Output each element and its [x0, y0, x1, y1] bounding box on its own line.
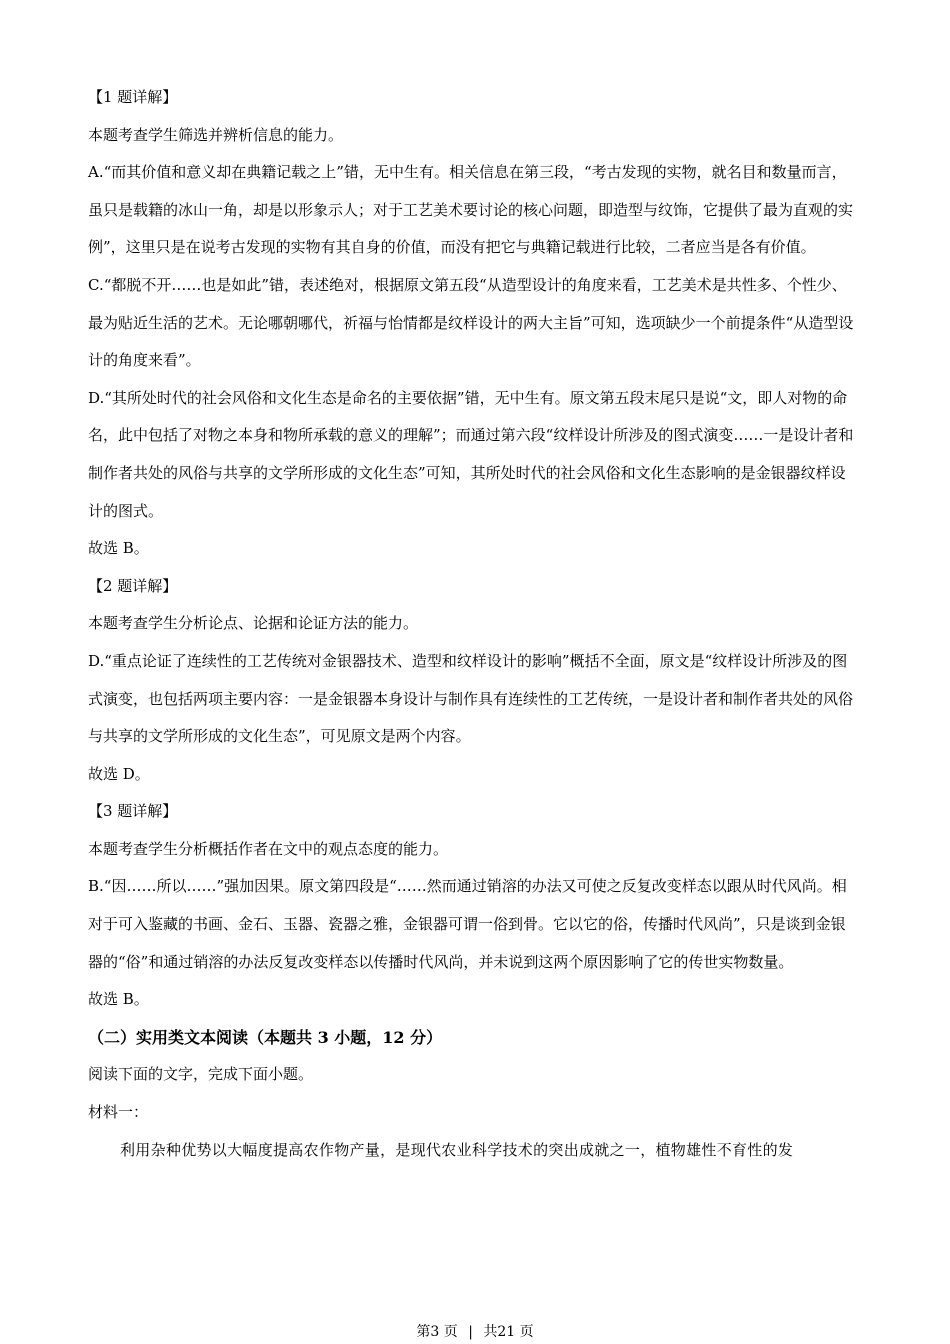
- heading-q1-detail: 【1 题详解】: [88, 88, 178, 106]
- document-content: [88, 79, 860, 1169]
- paragraph: D.“重点论证了连续性的工艺传统对金银器技术、造型和纹样设计的影响”概括不全面，原文是“纹样设计所涉及的图式演变，也包括两项主要内容：一是金银器本身设计与制作具有连续性的工艺传统，一是设计者和制作者共处的风俗与共享的文学所形成的文化生态”，可见原文是两个内容。: [88, 651, 854, 746]
- paragraph: 本题考查学生分析论点、论据和论证方法的能力。: [88, 614, 419, 633]
- paragraph: 本题考查学生分析概括作者在文中的观点态度的能力。: [88, 839, 449, 858]
- answer-line: 故选 B。: [88, 539, 149, 558]
- answer-line: 故选 B。: [88, 990, 149, 1009]
- instruction: 阅读下面的文字，完成下面小题。: [88, 1065, 314, 1084]
- paragraph: 本题考查学生筛选并辨析信息的能力。: [88, 125, 344, 144]
- paragraph: D.“其所处时代的社会风俗和文化生态是命名的主要依据”错，无中生有。原文第五段末尾只是说“文，即人对物的命名，此中包括了对物之本身和物所承载的意义的理解”；而通过第六段“纹样设计所涉及的图式演变……一是设计者和制作者共处的风俗与共享的文学所形成的文化生态”可知，其所处时代的社会风俗和文化生态影响的是金银器纹样设计的图式。: [88, 388, 854, 520]
- paragraph: C.“都脱不开……也是如此”错，表述绝对，根据原文第五段“从造型设计的角度来看，工艺美术是共性多、个性少、最为贴近生活的艺术。无论哪朝哪代，祈福与怡情都是纹样设计的两大主旨”可知，选项缺少一个前提条件“从造型设计的角度来看”。: [88, 275, 854, 370]
- paragraph: B.“因……所以……”强加因果。原文第四段是“……然而通过销溶的办法又可使之反复改变样态以跟从时代风尚。相对于可入鉴藏的书画、金石、玉器、瓷器之雅，金银器可谓一俗到骨。它以它的俗，传播时代风尚”，只是谈到金银器的“俗”和通过销溶的办法反复改变样态以传播时代风尚，并未说到这两个原因影响了它的传世实物数量。: [88, 877, 847, 971]
- material-label: 材料一：: [88, 1103, 149, 1122]
- paragraph: A.“而其价值和意义却在典籍记载之上”错，无中生有。相关信息在第三段，“考古发现的实物，就名目和数量而言，虽只是载籍的冰山一角，却是以形象示人；对于工艺美术要讨论的核心问题，即造型与纹饰，它提供了最为直观的实例”，这里只是在说考古发现的实物有其自身的价值，而没有把它与典籍记载进行比较，二者应当是各有价值。: [88, 163, 854, 257]
- heading-q3-detail: 【3 题详解】: [88, 802, 178, 821]
- answer-line: 故选 D。: [88, 764, 150, 783]
- footer-separator: |: [468, 1324, 473, 1340]
- page-total: 共21 页: [483, 1324, 534, 1340]
- material-text: 利用杂种优势以大幅度提高农作物产量，是现代农业科学技术的突出成就之一，植物雄性不育性的发: [120, 1140, 794, 1159]
- section-heading: （二）实用类文本阅读（本题共 3 小题，12 分）: [88, 1027, 443, 1047]
- page-current: 第3 页: [416, 1324, 458, 1340]
- page-footer: [0, 1321, 950, 1341]
- heading-q2-detail: 【2 题详解】: [88, 576, 178, 595]
